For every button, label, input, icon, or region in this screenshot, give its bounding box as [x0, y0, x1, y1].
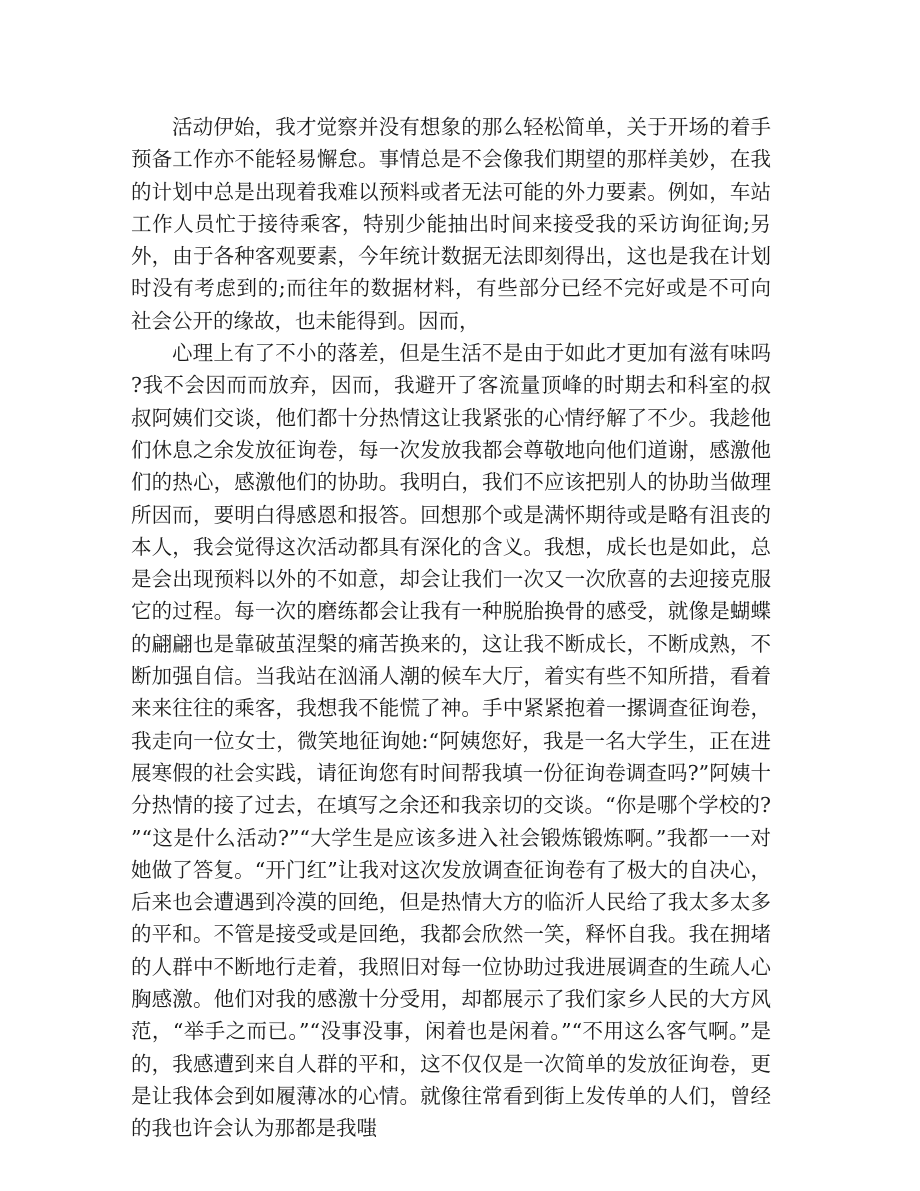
document-body: [131, 111, 771, 1145]
paragraph-2: 心理上有了不小的落差，但是生活不是由于如此才更加有滋有味吗?我不会因而而放弃，因而，我避开了客流量顶峰的时期去和科室的叔叔阿姨们交谈，他们都十分热情这让我紧张的心情纾解了不少。我趁他们休息之余发放征询卷，每一次发放我都会尊敬地向他们道谢，感激他们的热心，感激他们的协助。我明白，我们不应该把别人的协助当做理所因而，要明白得感恩和报答。回想那个或是满怀期待或是略有沮丧的本人，我会觉得这次活动都具有深化的含义。我想，成长也是如此，总是会出现预料以外的不如意，却会让我们一次又一次欣喜的去迎接克服它的过程。每一次的磨练都会让我有一种脱胎换骨的感受，就像是蝴蝶的翩翩也是靠破茧涅槃的痛苦换来的，这让我不断成长，不断成熟，不断加强自信。当我站在汹涌人潮的候车大厅，着实有些不知所措，看着来来往往的乘客，我想我不能慌了神。手中紧紧抱着一摞调查征询卷，我走向一位女士，微笑地征询她:“阿姨您好，我是一名大学生，正在进展寒假的社会实践，请征询您有时间帮我填一份征询卷调查吗?”阿姨十分热情的接了过去，在填写之余还和我亲切的交谈。“你是哪个学校的?”“这是什么活动?”“大学生是应该多进入社会锻炼锻炼啊。”我都一一对她做了答复。“开门红”让我对这次发放调查征询卷有了极大的自决心，后来也会遭遇到冷漠的回绝，但是热情大方的临沂人民给了我太多太多的平和。不管是接受或是回绝，我都会欣然一笑，释怀自我。我在拥堵的人群中不断地行走着，我照旧对每一位协助过我进展调查的生疏人心胸感激。他们对我的感激十分受用，却都展示了我们家乡人民的大方风范，“举手之而已。”“没事没事，闲着也是闲着。”“不用这么客气啊。”是的，我感遭到来自人群的平和，这不仅仅是一次简单的发放征询卷，更是让我体会到如履薄冰的心情。就像往常看到街上发传单的人们，曾经的我也许会认为那都是我嗤: [131, 341, 771, 1141]
paragraph-1: 活动伊始，我才觉察并没有想象的那么轻松简单，关于开场的着手预备工作亦不能轻易懈怠。事情总是不会像我们期望的那样美妙，在我的计划中总是出现着我难以预料或者无法可能的外力要素。例如，车站工作人员忙于接待乘客，特别少能抽出时间来接受我的采访询征询;另外，由于各种客观要素，今年统计数据无法即刻得出，这也是我在计划时没有考虑到的;而往年的数据材料，有些部分已经不完好或是不可向社会公开的缘故，也未能得到。因而，: [131, 115, 771, 333]
